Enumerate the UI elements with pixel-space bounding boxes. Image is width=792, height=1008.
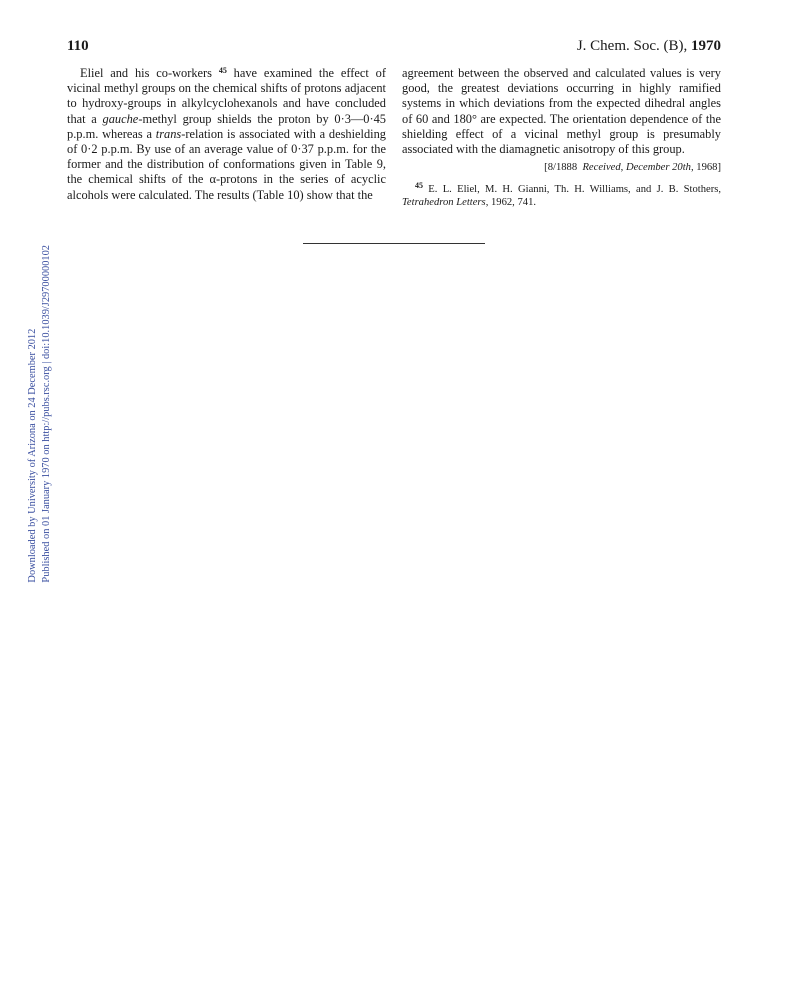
footnote-citation: , 1962, 741. (485, 197, 537, 209)
journal-header (577, 38, 721, 55)
journal-year: 1970 (691, 38, 721, 54)
footnote-number: 45 (415, 181, 423, 191)
footnote (402, 183, 721, 209)
text-run: -methyl group shields the proton by 0·3—0·45 p.p.m. whereas a (67, 111, 386, 141)
paragraph (67, 66, 386, 203)
footnote-journal: Tetrahedron Letters (402, 197, 486, 209)
received-year: 1968] (696, 162, 721, 174)
sidebar-download-line[interactable]: Downloaded by University of Arizona on 24 December 2012 (27, 328, 38, 583)
reference-marker: 45 (218, 66, 227, 75)
footnote-authors: E. L. Eliel, M. H. Gianni, Th. H. Williams, and J. B. Stothers, (423, 184, 721, 196)
journal-name: J. Chem. Soc. (B), (576, 38, 688, 54)
text-run: have examined the effect of vicinal methyl groups on the chemical shifts of protons adjacent to hydroxy-groups in alkylcyclohexanols and have concluded that a (67, 66, 386, 126)
download-sidebar (26, 245, 54, 583)
received-date (402, 160, 721, 175)
text-run: -relation is associated with a deshielding of 0·2 p.p.m. By use of an average value of 0·37 p.p.m. for the former and the distribution of conformations given in Table 9, the chemical shifts of the α-protons in the series of acyclic alcohols were calculated. The results (Table 10) show that the (67, 126, 386, 202)
paragraph: agreement between the observed and calculated values is very good, the greatest deviations occurring in highly ramified systems in which deviations from the expected dihedral angles of 60 and 180° are expected. The orientation dependence of the shielding effect of a vicinal methyl group is presumably associated with the diamagnetic anisotropy of this group. (402, 66, 721, 157)
received-label: Received, December 20th, (582, 162, 694, 174)
right-column (402, 66, 721, 209)
manuscript-code: [8/1888 (544, 162, 578, 174)
end-rule (303, 243, 485, 244)
italic-term: gauche (102, 111, 139, 126)
sidebar-published-line[interactable]: Published on 01 January 1970 on http://pubs.rsc.org | doi:10.1039/J29700000102 (41, 245, 52, 583)
page-number: 110 (67, 38, 89, 54)
text-run: Eliel and his co-workers (80, 66, 212, 80)
left-column (67, 66, 386, 203)
italic-term: trans (155, 126, 182, 141)
